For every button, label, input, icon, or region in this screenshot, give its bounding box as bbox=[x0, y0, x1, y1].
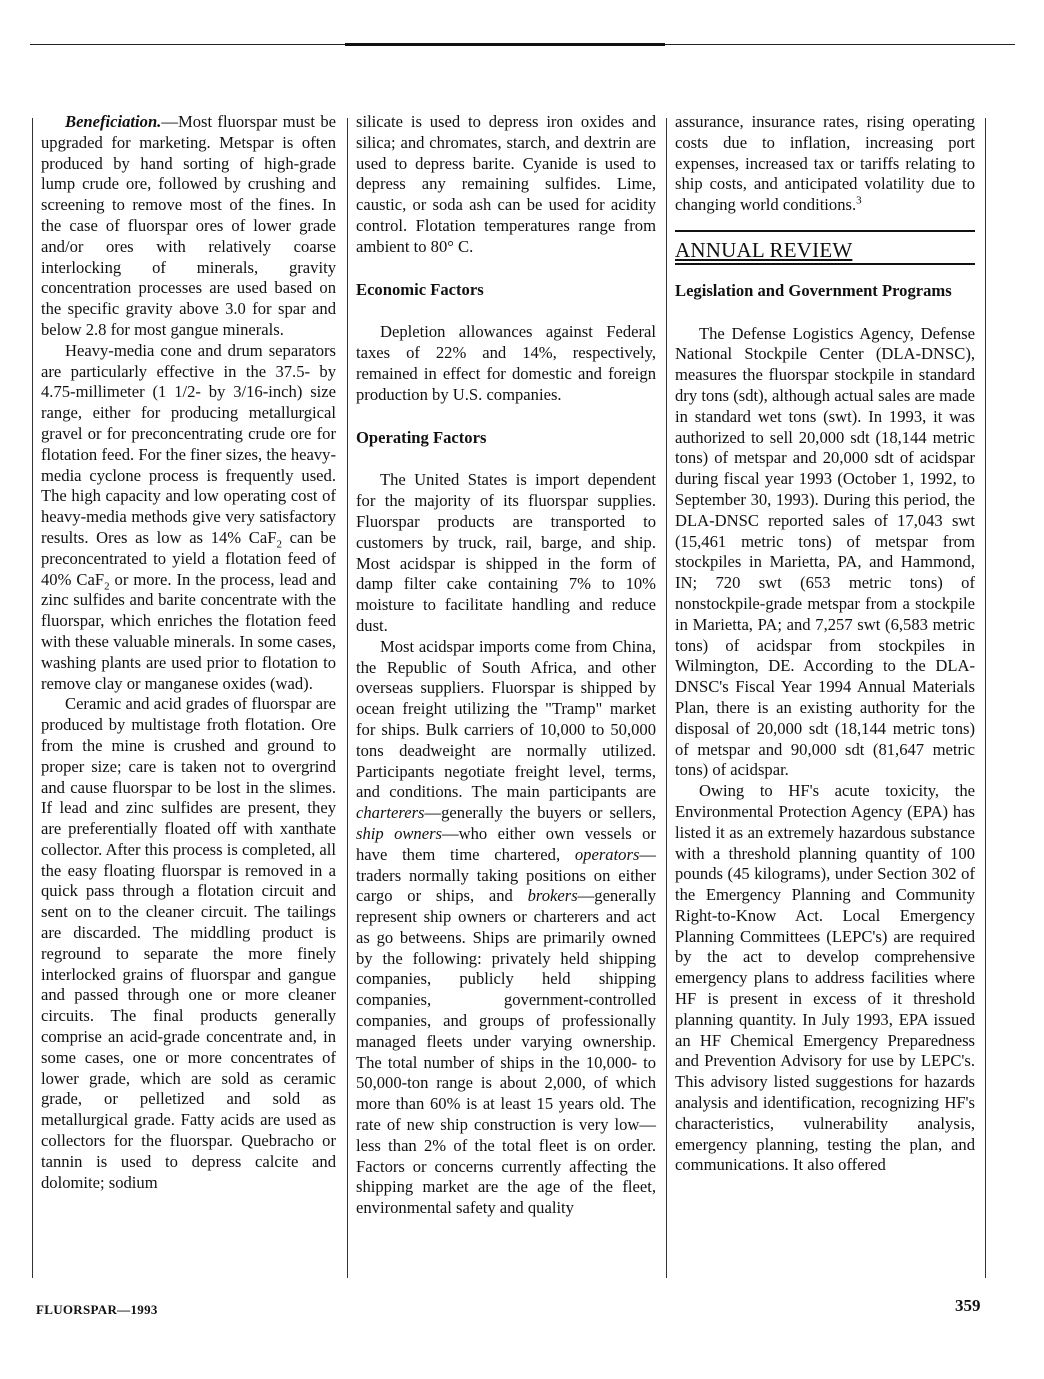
paragraph-text: —Most fluorspar must be upgraded for marketing. Metspar is often produced by hand sorting of high-grade lump crude ore, followed by crushing and screening to remove most of the fines. In the case of fluorspar ores of lower grade and/or ores with relatively coarse interlocking of minerals, gravity concentration processes are used based on the specific gravity above 3.0 for spar and below 2.8 for most gangue minerals. bbox=[41, 112, 336, 339]
paragraph-continued: silicate is used to depress iron oxides and silica; and chromates, starch, and dextrin are used to depress barite. Cyanide is used to depress any remaining sulfides. Lime, caustic, or soda ash can be used for acidity control. Flotation temperatures range from ambient to 80° C. bbox=[356, 112, 656, 256]
paragraph-operating-2 bbox=[356, 637, 656, 1219]
section-heading-legislation: Legislation and Government Programs bbox=[675, 280, 952, 300]
column-rule-2 bbox=[347, 118, 348, 1278]
chem-formula bbox=[248, 527, 282, 551]
paragraph-legislation-1: The Defense Logistics Agency, Defense National Stockpile Center (DLA-DNSC), measures the fluorspar stockpile in standard dry tons (sdt), although actual sales are made in standard wet tons (swt). In 1993, it was authorized to sell 20,000 sdt (18,144 metric tons) of metspar and 20,000 sdt of acidspar during fiscal year 1993 (October 1, 1992, to September 30, 1993). During this period, the DLA-DNSC reported sales of 17,043 swt (15,461 metric tons) of metspar from stockpiles in Marietta, PA, and Hammond, IN; 720 swt (653 metric tons) of nonstockpile-grade metspar from a stockpile in Marietta, PA; and 7,257 swt (6,583 metric tons) of acidspar from stockpiles in Wilmington, DE. According to the DLA-DNSC's Fiscal Year 1994 Annual Materials Plan, there is an existing authority for the disposal of 20,000 sdt (18,144 metric tons) of metspar and 90,000 sdt (81,647 metric tons) of acidspar. bbox=[675, 323, 975, 780]
column-3 bbox=[675, 112, 975, 1176]
chem-formula bbox=[76, 569, 110, 592]
paragraph-beneficiation bbox=[41, 112, 336, 341]
term-brokers: brokers bbox=[527, 886, 578, 906]
paragraph-operating-1: The United States is import dependent for the majority of its fluorspar supplies. Fluorspar products are transported to customers by truck, rail, barge, and ship. Most acidspar is shipped in the form of damp filter cake containing 7% to 10% moisture to facilitate handling and reduce dust. bbox=[356, 470, 656, 635]
term-operators: operators bbox=[574, 844, 640, 864]
paragraph-economic: Depletion allowances against Federal taxes of 22% and 14%, respectively, remained in effect for domestic and foreign production by U.S. companies. bbox=[356, 322, 656, 404]
formula-text: CaF bbox=[248, 527, 277, 547]
top-rule-accent bbox=[345, 43, 665, 46]
formula-subscript: 2 bbox=[104, 579, 110, 592]
paragraph-text: Most acidspar imports come from China, the Republic of South Africa, and other overseas suppliers. Fluorspar is shipped by ocean freight utilizing the "Tramp" market for ships. Bulk carriers of 10,000 to 50,000 tons deadweight are normally utilized. Participants negotiate freight level, terms, and conditions. The main participants are bbox=[356, 636, 656, 802]
section-heading-operating-factors: Operating Factors bbox=[356, 427, 487, 447]
paragraph-text: can be preconcentrated to yield a flotation feed of 40% bbox=[41, 527, 336, 589]
column-2 bbox=[356, 112, 656, 1219]
section-heading-economic-factors: Economic Factors bbox=[356, 279, 484, 299]
page-number: 359 bbox=[955, 1296, 981, 1315]
paragraph-text: or more. In the process, lead and zinc sulfides and barite concentrate with the fluorspar, which enriches the flotation feed with these valuable minerals. In some cases, washing plants are used prior to flotation to remove clay or manganese oxides (wad). bbox=[41, 569, 336, 693]
section-heading-annual-review: ANNUAL REVIEW bbox=[675, 230, 975, 265]
paragraph-flotation: Ceramic and acid grades of fluorspar are produced by multistage froth flotation. Ore from the mine is crushed and ground to proper size; care is taken not to overgrind and cause fluorspar to be lost in the slimes. If lead and zinc sulfides are present, they are preferentially floated off with xanthate collector. After this process is completed, all the easy floating fluorspar is removed in a quick pass through a flotation circuit and sent on to the cleaner circuit. The tailings are discarded. The middling product is reground to separate the more finely interlocked grains of fluorspar and gangue and passed through one or more cleaner circuits. The final products generally comprise an acid-grade concentrate and, in some cases, one or more concentrates of lower grade, which are sold as ceramic grade, or pelletized and sold as metallurgical grade. Fatty acids are used as collectors for the fluorspar. Quebracho or tannin is used to depress calcite and dolomite; sodium bbox=[41, 694, 336, 1192]
term-charterers: charterers bbox=[356, 803, 425, 823]
paragraph-legislation-2: Owing to HF's acute toxicity, the Environmental Protection Agency (EPA) has listed it as an extremely hazardous substance with a threshold planning quantity of 100 pounds (45 kilograms), under Section 302 of the Emergency Planning and Community Right-to-Know Act. Local Emergency Planning Committees (LEPC's) are required by the act to develop comprehensive emergency plans to address facilities where HF is present in excess of it threshold planning quantity. In July 1993, EPA issued an HF Chemical Emergency Preparedness and Prevention Advisory for use by LEPC's. This advisory listed suggestions for hazards analysis and identification, recognizing HF's characteristics, vulnerability analysis, emergency planning, testing the plan, and communications. It also offered bbox=[675, 781, 975, 1175]
formula-text: CaF bbox=[76, 569, 105, 589]
running-footer: FLUORSPAR—1993 bbox=[36, 1302, 158, 1317]
beneficiation-heading: Beneficiation. bbox=[65, 112, 162, 131]
formula-subscript: 2 bbox=[276, 538, 282, 551]
column-1 bbox=[41, 112, 336, 1193]
paragraph-text: assurance, insurance rates, rising operating costs due to inflation, increasing port expenses, increased tax or tariffs relating to ship costs, and anticipated volatility due to changing world conditions. bbox=[675, 112, 975, 215]
paragraph-heavy-media bbox=[41, 341, 336, 695]
column-rule-4 bbox=[985, 118, 986, 1278]
term-ship-owners: ship owners bbox=[356, 823, 443, 843]
paragraph-text: —generally represent ship owners or charterers and act as go betweens. Ships are primarily owned by the following: privately held shipping companies, publicly held shipping companies, government-controlled companies, and groups of professionally managed fleets under varying ownership. The total number of ships in the 10,000- to 50,000-ton range is about 2,000, of which more than 60% is at least 15 years old. The rate of new ship construction is very low—less than 2% of the total fleet is on order. Factors or concerns currently affecting the shipping market are the age of the fleet, environmental safety and quality bbox=[356, 886, 656, 1218]
paragraph-text: Heavy-media cone and drum separators are particularly effective in the 37.5- by 4.75-millimeter (1 1/2- by 3/16-inch) size range, either for producing metallurgical gravel or for preconcentrating crude ore for flotation feed. For the finer sizes, the heavy-media cyclone process is frequently used. The high capacity and low operating cost of heavy-media methods give very satisfactory results. Ores as low as 14% bbox=[41, 340, 336, 547]
column-rule-3 bbox=[666, 118, 667, 1278]
column-rule-1 bbox=[32, 118, 33, 1278]
footnote-marker: 3 bbox=[856, 194, 862, 207]
paragraph-text: —generally the buyers or sellers, bbox=[424, 803, 656, 823]
paragraph-text: —who either own vessels or have them time chartered, bbox=[356, 823, 656, 864]
paragraph-continued bbox=[675, 112, 975, 216]
paragraph-text: —traders normally taking positions on either cargo or ships, and bbox=[356, 844, 656, 906]
